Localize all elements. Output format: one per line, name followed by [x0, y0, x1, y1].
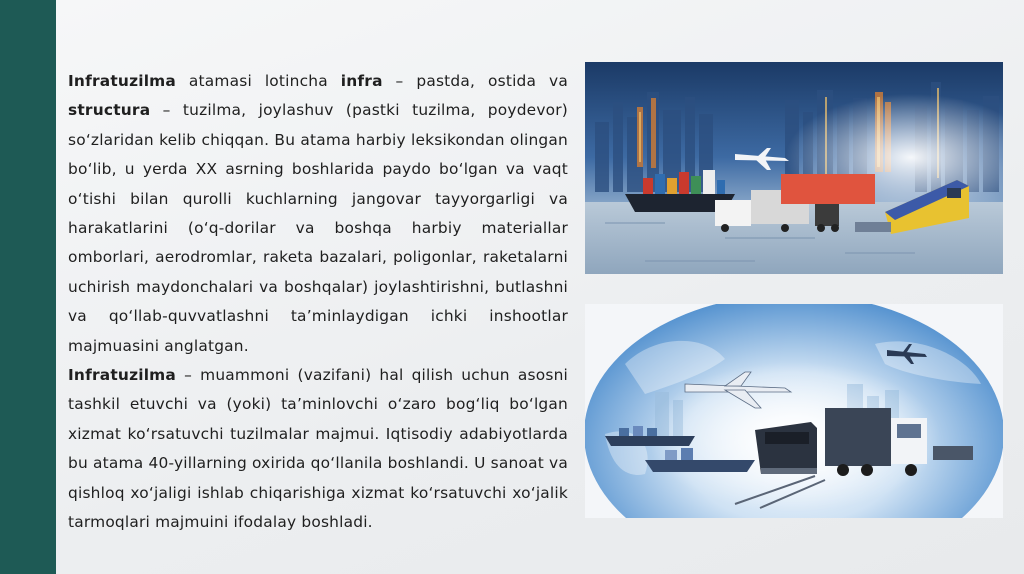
paragraph-1-text-a: atamasi lotincha	[176, 72, 341, 90]
logistics-city-image	[585, 62, 1003, 274]
paragraph-2-text: – muammoni (vazifani) hal qilish uchun asosni tashkil etuvchi va (yoki) ta’minlovchi o‘zaro bog‘liq bo‘lgan xizmat ko‘rsatuvchi tuzilmalar majmui. Iqtisodiy adabiyotlarda bu atama 40-yillarning oxirida qo‘llanila boshlandi. U sanoat va qishloq xo‘jaligi ishlab chiqarishiga xizmat ko‘rsatuvchi xo‘jalik tarmoqlari majmuini ifodalay boshladi.	[68, 366, 568, 532]
paragraph-1-text-b: – pastda, ostida va	[382, 72, 568, 90]
term-infratuzilma-2: Infratuzilma	[68, 366, 177, 385]
paragraph-2	[68, 361, 568, 537]
term-structura: structura	[68, 101, 151, 120]
logistics-globe-image	[585, 304, 1003, 518]
term-infra: infra	[340, 72, 383, 90]
term-infratuzilma: Infratuzilma	[68, 72, 177, 90]
paragraph-1	[68, 67, 568, 361]
paragraph-1-text-c: – tuzilma, joylashuv (pastki tuzilma, poydevor) so‘zlaridan kelib chiqqan. Bu atama harbiy leksikondan olingan bo‘lib, u yerda XX asrning boshlarida paydo bo‘lgan va vaqt o‘tishi bilan qurolli kuchlarning jangovar tayyorgarligi va harakatlarini (o‘q-dorilar va boshqa harbiy materiallar omborlari, aerodromlar, raketa bazalari, poligonlar, raketalarni uchirish maydonchalari va boshqalar) joylashtirishni, butlashni va qo‘llab-quvvatlashni ta’minlaydigan ichki inshootlar majmuasini anglatgan.	[68, 101, 568, 355]
body-text	[68, 67, 568, 538]
left-accent-bar	[0, 0, 56, 574]
